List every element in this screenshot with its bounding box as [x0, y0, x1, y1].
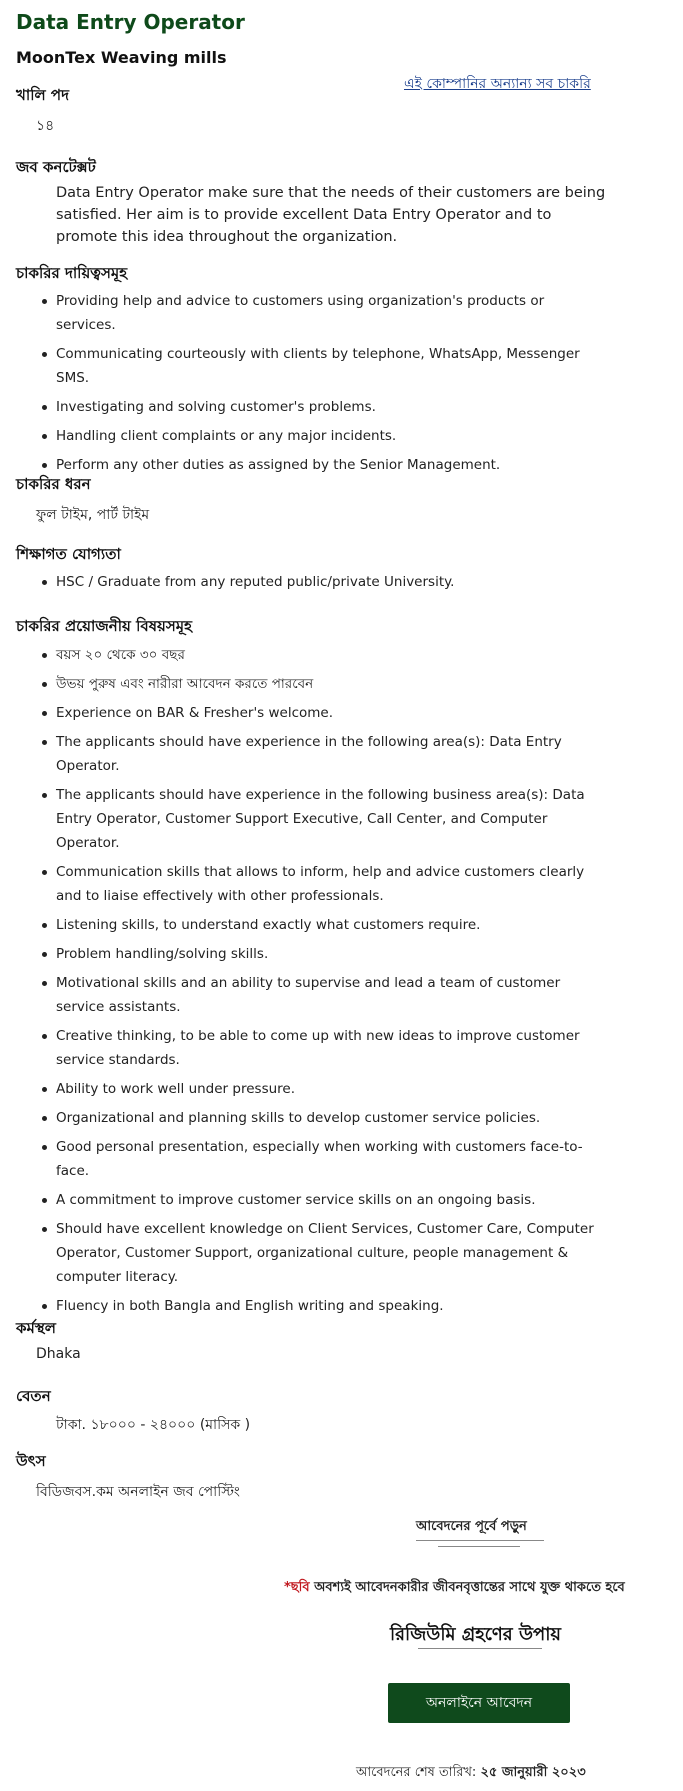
list-item: Providing help and advice to customers using organization's products or services. [56, 289, 596, 337]
list-item: Motivational skills and an ability to supervise and lead a team of customer service assistants. [56, 971, 604, 1019]
photo-note-text: অবশ্যই আবেদনকারীর জীবনবৃত্তান্তের সাথে যুক্ত থাকতে হবে [309, 1580, 625, 1595]
apply-online-button[interactable]: অনলাইনে আবেদন [388, 1683, 570, 1723]
job-type-heading: চাকরির ধরন [16, 475, 91, 493]
list-item: Experience on BAR & Fresher's welcome. [56, 701, 604, 725]
list-item: Good personal presentation, especially when working with customers face-to-face. [56, 1135, 604, 1183]
list-item: Communication skills that allows to inform, help and advice customers clearly and to liaise effectively with other professionals. [56, 860, 604, 908]
list-item: A commitment to improve customer service skills on an ongoing basis. [56, 1188, 604, 1212]
list-item: Should have excellent knowledge on Client Services, Customer Care, Computer Operator, Customer Support, organizational culture, people management & computer literacy. [56, 1217, 604, 1289]
education-heading: শিক্ষাগত যোগ্যতা [16, 545, 121, 563]
job-type-value: ফুল টাইম, পার্ট টাইম [36, 507, 150, 523]
list-item: HSC / Graduate from any reputed public/private University. [56, 570, 596, 594]
workplace-heading: কর্মস্থল [16, 1319, 56, 1337]
job-title: Data Entry Operator [16, 10, 245, 34]
vacancy-heading: খালি পদ [16, 86, 69, 104]
photo-required-label: *ছবি [284, 1580, 310, 1595]
source-heading: উৎস [16, 1452, 46, 1470]
list-item: Creative thinking, to be able to come up with new ideas to improve customer service standards. [56, 1024, 604, 1072]
list-item: Problem handling/solving skills. [56, 942, 604, 966]
list-item: Handling client complaints or any major incidents. [56, 424, 596, 448]
list-item: The applicants should have experience in the following business area(s): Data Entry Operator, Customer Support Executive, Call Center, and Computer Operator. [56, 783, 604, 855]
company-name: MoonTex Weaving mills [16, 48, 227, 67]
list-item: The applicants should have experience in the following area(s): Data Entry Operator. [56, 730, 604, 778]
requirements-list [56, 643, 604, 1323]
read-before-applying: আবেদনের পূর্বে পড়ুন [416, 1519, 527, 1534]
divider [418, 1648, 542, 1649]
list-item: উভয় পুরুষ এবং নারীরা আবেদন করতে পারবেন [56, 672, 604, 696]
application-deadline [356, 1763, 586, 1784]
list-item: Communicating courteously with clients by telephone, WhatsApp, Messenger SMS. [56, 342, 596, 390]
workplace-value: Dhaka [36, 1346, 81, 1362]
education-list [56, 570, 596, 599]
other-jobs-link[interactable]: এই কোম্পানির অন্যান্য সব চাকরি [404, 76, 591, 92]
salary-heading: বেতন [16, 1387, 51, 1405]
list-item: Perform any other duties as assigned by the Senior Management. [56, 453, 596, 477]
divider [416, 1540, 544, 1541]
source-value: বিডিজবস.কম অনলাইন জব পোস্টিং [36, 1484, 240, 1500]
job-context-text: Data Entry Operator make sure that the needs of their customers are being satisfied. Her aim is to provide excellent Data Entry Operator and to promote this idea throughout the organization. [56, 185, 606, 245]
list-item: Investigating and solving customer's problems. [56, 395, 596, 419]
divider [438, 1546, 520, 1547]
photo-note [284, 1578, 625, 1599]
list-item: Ability to work well under pressure. [56, 1077, 604, 1101]
job-context-heading: জব কনটেক্সট [16, 158, 96, 176]
salary-value: টাকা. ১৮০০০ - ২৪০০০ (মাসিক ) [56, 1417, 251, 1433]
list-item: Fluency in both Bangla and English writing and speaking. [56, 1294, 604, 1318]
resume-receive-heading: রিজিউমি গ্রহণের উপায় [390, 1624, 562, 1645]
responsibilities-heading: চাকরির দায়িত্বসমূহ [16, 264, 128, 282]
vacancy-value: ১৪ [36, 118, 55, 134]
requirements-heading: চাকরির প্রয়োজনীয় বিষয়সমূহ [16, 617, 192, 635]
deadline-label: আবেদনের শেষ তারিখ: [356, 1765, 481, 1780]
list-item: Organizational and planning skills to develop customer service policies. [56, 1106, 604, 1130]
deadline-date: ২৫ জানুয়ারী ২০২৩ [480, 1765, 586, 1780]
list-item: Listening skills, to understand exactly what customers require. [56, 913, 604, 937]
list-item: বয়স ২০ থেকে ৩০ বছর [56, 643, 604, 667]
responsibilities-list [56, 289, 596, 482]
